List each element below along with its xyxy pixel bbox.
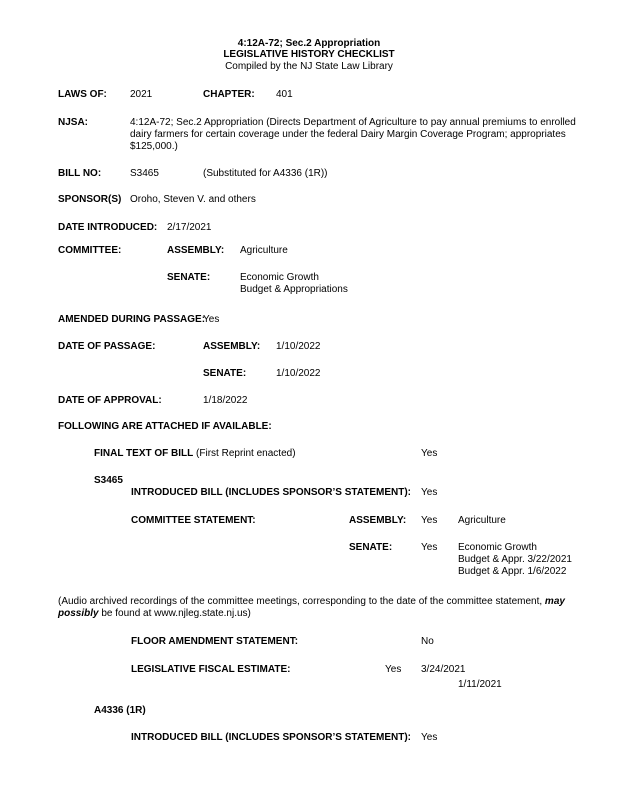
audio-note-text: (Audio archived recordings of the committee meetings, corresponding to the date of the committee statement, <box>58 596 545 607</box>
fiscal-estimate-value: Yes <box>385 664 402 675</box>
passage-senate-value: 1/10/2022 <box>276 368 321 379</box>
s3465-assembly-committee: Agriculture <box>458 515 506 526</box>
s3465-assembly-label: ASSEMBLY: <box>349 515 407 526</box>
audio-note-possibly: possibly <box>58 608 99 619</box>
a4336-introduced-value: Yes <box>421 732 438 743</box>
s3465-senate-value: Yes <box>421 542 438 553</box>
fiscal-estimate-date-1: 3/24/2021 <box>421 664 466 675</box>
amended-value: Yes <box>203 314 220 325</box>
committee-assembly-value: Agriculture <box>240 245 288 256</box>
committee-assembly-label: ASSEMBLY: <box>167 245 225 256</box>
s3465-assembly-value: Yes <box>421 515 438 526</box>
sponsors-label: SPONSOR(S) <box>58 194 122 205</box>
laws-of-value: 2021 <box>130 89 153 100</box>
final-text-value: Yes <box>421 448 438 459</box>
document-subtitle: Compiled by the NJ State Law Library <box>225 61 393 72</box>
floor-amendment-value: No <box>421 636 434 647</box>
fiscal-estimate-date-2: 1/11/2021 <box>458 679 502 690</box>
a4336-introduced-label: INTRODUCED BILL (INCLUDES SPONSOR’S STATEMENT): <box>131 732 411 743</box>
s3465-senate-committee-2: Budget & Appr. 3/22/2021 <box>458 554 572 565</box>
laws-of-label: LAWS OF: <box>58 89 107 100</box>
s3465-committee-label: COMMITTEE STATEMENT: <box>131 515 256 526</box>
audio-note-may: may <box>544 596 565 607</box>
njsa-line-2: dairy farmers for certain coverage under the federal Dairy Margin Coverage Program; appropriates <box>130 129 566 140</box>
passage-label: DATE OF PASSAGE: <box>58 341 156 352</box>
passage-assembly-label: ASSEMBLY: <box>203 341 261 352</box>
committee-label: COMMITTEE: <box>58 245 122 256</box>
s3465-introduced-value: Yes <box>421 487 438 498</box>
committee-senate-label: SENATE: <box>167 272 211 283</box>
bill-no-note: (Substituted for A4336 (1R)) <box>203 168 328 179</box>
a4336-heading: A4336 (1R) <box>94 705 146 716</box>
committee-senate-value-1: Economic Growth <box>240 272 319 283</box>
date-introduced-label: DATE INTRODUCED: <box>58 222 158 233</box>
s3465-senate-label: SENATE: <box>349 542 393 553</box>
s3465-senate-committee-1: Economic Growth <box>458 542 537 553</box>
final-text-label: FINAL TEXT OF BILL <box>94 448 194 459</box>
bill-no-value: S3465 <box>130 168 159 179</box>
audio-note-link-text: be found at www.njleg.state.nj.us) <box>98 608 251 619</box>
passage-senate-label: SENATE: <box>203 368 247 379</box>
fiscal-estimate-label: LEGISLATIVE FISCAL ESTIMATE: <box>131 664 291 675</box>
approval-value: 1/18/2022 <box>203 395 248 406</box>
document-title: LEGISLATIVE HISTORY CHECKLIST <box>223 49 395 60</box>
date-introduced-value: 2/17/2021 <box>167 222 212 233</box>
njsa-label: NJSA: <box>58 117 89 128</box>
floor-amendment-label: FLOOR AMENDMENT STATEMENT: <box>131 636 299 647</box>
audio-note <box>58 596 588 620</box>
passage-assembly-value: 1/10/2022 <box>276 341 321 352</box>
chapter-label: CHAPTER: <box>203 89 255 100</box>
s3465-introduced-label: INTRODUCED BILL (INCLUDES SPONSOR’S STATEMENT): <box>131 487 411 498</box>
s3465-heading: S3465 <box>94 475 123 486</box>
final-text-note: (First Reprint enacted) <box>196 448 296 459</box>
sponsors-value: Oroho, Steven V. and others <box>130 194 256 205</box>
approval-label: DATE OF APPROVAL: <box>58 395 162 406</box>
final-text-row <box>94 448 296 460</box>
bill-no-label: BILL NO: <box>58 168 102 179</box>
chapter-value: 401 <box>276 89 293 100</box>
njsa-line-3: $125,000.) <box>130 141 178 152</box>
attached-heading: FOLLOWING ARE ATTACHED IF AVAILABLE: <box>58 421 272 432</box>
njsa-line-1: 4:12A-72; Sec.2 Appropriation (Directs Department of Agriculture to pay annual premiums to enrolled <box>130 117 576 128</box>
committee-senate-value-2: Budget & Appropriations <box>240 284 348 295</box>
s3465-senate-committee-3: Budget & Appr. 1/6/2022 <box>458 566 567 577</box>
document-title-citation: 4:12A-72; Sec.2 Appropriation <box>237 38 381 49</box>
amended-label: AMENDED DURING PASSAGE: <box>58 314 206 325</box>
